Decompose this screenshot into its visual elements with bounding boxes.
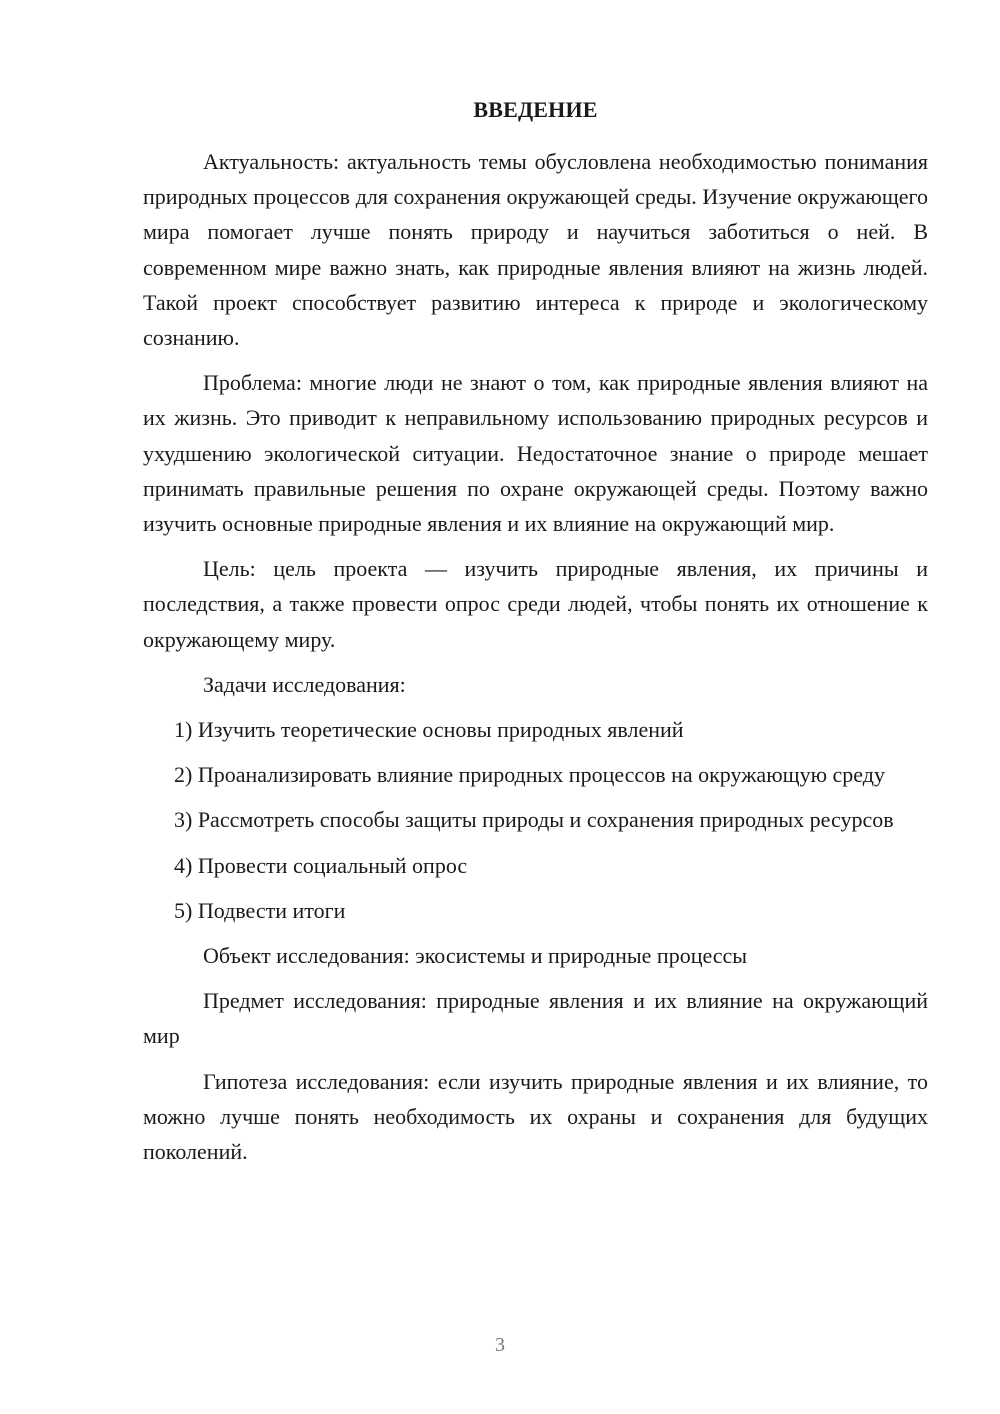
task-item-3: 3) Рассмотреть способы защиты природы и сохранения природных ресурсов: [174, 807, 894, 833]
page-content: [143, 96, 928, 1179]
page-number: 3: [495, 1334, 505, 1356]
paragraph-relevance: Актуальность: актуальность темы обусловлена необходимостью понимания природных процессов для сохранения окружающей среды. Изучение окружающего мира помогает лучше понять природу и научиться заботиться о ней. В современном мире важно знать, как природные явления влияют на жизнь людей. Такой проект способствует развитию интереса к природе и экологическому сознанию.: [143, 149, 928, 351]
paragraph-hypothesis: Гипотеза исследования: если изучить природные явления и их влияние, то можно лучше понять необходимость их охраны и сохранения для будущих поколений.: [143, 1068, 928, 1165]
paragraph-goal: Цель: цель проекта — изучить природные явления, их причины и последствия, а также провести опрос среди людей, чтобы понять их отношение к окружающему миру.: [143, 556, 928, 652]
page-title: ВВЕДЕНИЕ: [473, 97, 598, 122]
task-item-4: 4) Провести социальный опрос: [174, 852, 468, 878]
paragraph-subject: Предмет исследования: природные явления и их влияние на окружающий мир: [143, 988, 928, 1049]
paragraph-object: Объект исследования: экосистемы и природные процессы: [203, 943, 748, 969]
task-item-5: 5) Подвести итоги: [174, 897, 346, 923]
task-item-2: 2) Проанализировать влияние природных процессов на окружающую среду: [174, 762, 885, 788]
tasks-heading: Задачи исследования:: [203, 671, 406, 697]
paragraph-problem: Проблема: многие люди не знают о том, как природные явления влияют на их жизнь. Это приводит к неправильному использованию природных ресурсов и ухудшению экологической ситуации. Недостаточное знание о природе мешает принимать правильные решения по охране окружающей среды. Поэтому важно изучить основные природные явления и их влияние на окружающий мир.: [143, 370, 928, 537]
task-item-1: 1) Изучить теоретические основы природных явлений: [174, 717, 684, 743]
